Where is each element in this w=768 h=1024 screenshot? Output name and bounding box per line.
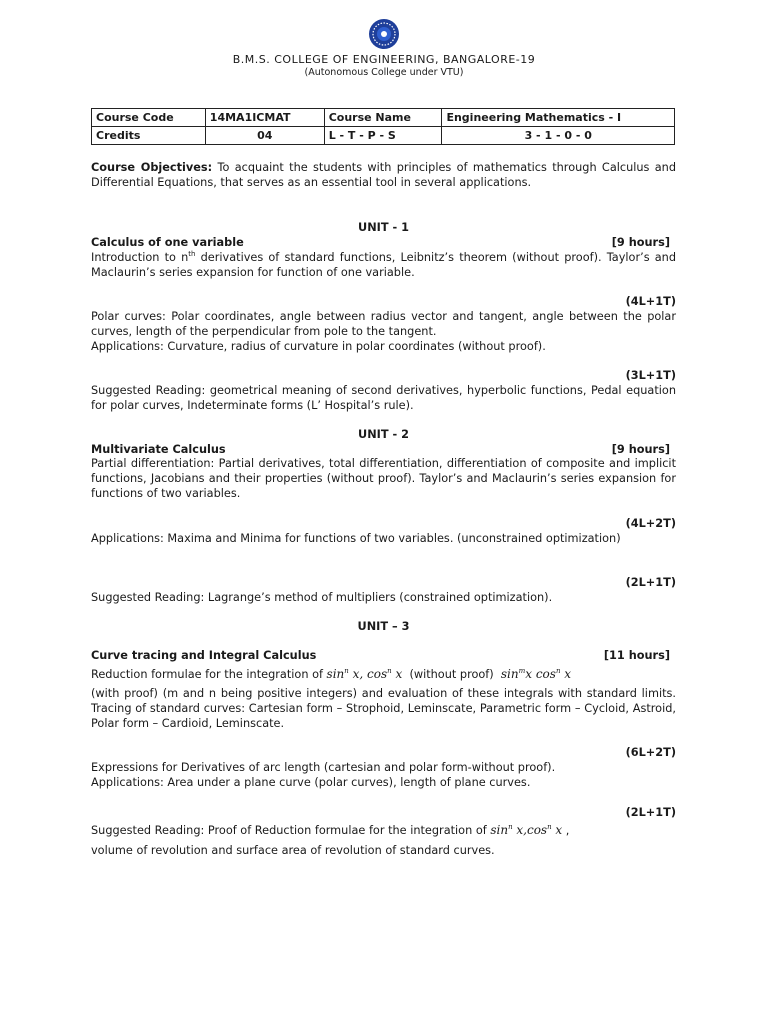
ltps-label: L - T - P - S: [324, 127, 442, 145]
superscript: n: [508, 823, 513, 831]
text: Reduction formulae for the integration of: [91, 668, 327, 681]
superscript: n: [547, 823, 552, 831]
superscript: n: [387, 667, 392, 675]
objectives-label: Course Objectives:: [91, 161, 213, 174]
table-row: [92, 127, 675, 145]
math-fn: sin: [326, 667, 345, 681]
unit2-suggested-reading: Suggested Reading: Lagrange’s method of multipliers (constrained optimization).: [91, 591, 553, 604]
math-var: x: [560, 667, 572, 681]
superscript: m: [518, 667, 526, 675]
course-code-label: Course Code: [92, 109, 206, 127]
college-name: B.M.S. COLLEGE OF ENGINEERING, BANGALORE-19: [232, 53, 536, 66]
text: Suggested Reading: Proof of Reduction formulae for the integration of: [91, 824, 491, 837]
math-var: x: [551, 823, 563, 837]
unit3-hours: [11 hours]: [603, 649, 670, 662]
unit2-allocation-2: (2L+1T): [625, 576, 676, 589]
unit1-paragraph-1: [91, 250, 676, 280]
unit3-heading: UNIT – 3: [357, 620, 410, 633]
unit2-title: Multivariate Calculus: [91, 443, 226, 456]
course-objectives: [91, 160, 676, 190]
unit2-hours: [9 hours]: [611, 443, 670, 456]
unit1-title: Calculus of one variable: [91, 236, 244, 249]
course-name-value: Engineering Mathematics - I: [442, 109, 675, 127]
math-expression: [327, 667, 403, 681]
math-fn: sin: [490, 823, 509, 837]
unit1-allocation-2: (3L+1T): [625, 369, 676, 382]
text: Introduction to n: [91, 251, 189, 264]
college-subtitle: (Autonomous College under VTU): [304, 67, 464, 78]
unit2-allocation-1: (4L+2T): [625, 517, 676, 530]
unit1-heading: UNIT - 1: [358, 221, 409, 234]
unit3-suggested-reading-line2: volume of revolution and surface area of revolution of standard curves.: [91, 844, 495, 857]
unit1-paragraph-3: Applications: Curvature, radius of curvature in polar coordinates (without proof).: [91, 340, 546, 353]
unit1-paragraph-2: Polar curves: Polar coordinates, angle between radius vector and tangent, angle between the polar curves, length of the perpendicular from pole to the tangent.: [91, 310, 676, 338]
unit2-paragraph-2: Applications: Maxima and Minima for functions of two variables. (unconstrained optimization): [91, 532, 621, 545]
unit3-title-row: [91, 648, 676, 663]
unit2-paragraph-1: Partial differentiation: Partial derivatives, total differentiation, differentiation of composite and implicit functions, Jacobians and their properties (without proof). Taylor’s and Maclaurin’s series expansion for functions of two variables.: [91, 457, 676, 500]
math-fn: cos: [367, 667, 388, 681]
unit3-paragraph-1-line1: [91, 667, 676, 682]
table-row: [92, 109, 675, 127]
text: (without proof): [409, 668, 494, 681]
course-info-table: [91, 108, 675, 145]
unit3-paragraph-1-rest: (with proof) (m and n being positive integers) and evaluation of these integrals with standard limits. Tracing of standard curves: Cartesian form – Strophoid, Leminscate, Parametric form – Cycloid, Astroid, Polar form – Cardioid, Leminscate.: [91, 687, 676, 730]
unit3-title: Curve tracing and Integral Calculus: [91, 649, 317, 662]
text: ,: [562, 824, 570, 837]
course-name-label: Course Name: [324, 109, 442, 127]
math-var: x cos: [525, 667, 556, 681]
ltps-value: 3 - 1 - 0 - 0: [442, 127, 675, 145]
math-var: x,: [348, 667, 364, 681]
math-expression: [501, 667, 571, 681]
unit3-paragraph-2: Expressions for Derivatives of arc length (cartesian and polar form-without proof).: [91, 761, 556, 774]
credits-label: Credits: [92, 127, 206, 145]
math-var: x,cos: [512, 823, 548, 837]
unit3-paragraph-3: Applications: Area under a plane curve (polar curves), length of plane curves.: [91, 776, 531, 789]
unit1-allocation-1: (4L+1T): [625, 295, 676, 308]
unit3-allocation-2: (2L+1T): [625, 806, 676, 819]
unit1-suggested-reading: Suggested Reading: geometrical meaning of second derivatives, hyperbolic functions, Pedal equation for polar curves, Indeterminate forms (L’ Hospital’s rule).: [91, 384, 676, 412]
objectives-text: To acquaint the students with principles of mathematics through Calculus and Differential Equations, that serves as an essential tool in several applications.: [91, 161, 677, 189]
college-logo-icon: [368, 18, 400, 50]
superscript: th: [188, 250, 196, 259]
course-code-value: 14MA1ICMAT: [205, 109, 324, 127]
unit1-hours: [9 hours]: [611, 236, 670, 249]
unit1-title-row: [91, 235, 676, 250]
math-fn: sin: [500, 667, 519, 681]
math-expression: [490, 823, 562, 837]
superscript: n: [555, 667, 561, 675]
unit2-title-row: [91, 442, 676, 457]
math-var: x: [391, 667, 403, 681]
text: derivatives of standard functions, Leibnitz’s theorem (without proof). Taylor’s and Maclaurin’s series expansion for function of one variable.: [91, 251, 677, 279]
superscript: n: [344, 667, 349, 675]
unit2-heading: UNIT - 2: [358, 428, 409, 441]
credits-value: 04: [205, 127, 324, 145]
unit3-suggested-reading-line1: [91, 823, 676, 838]
unit3-allocation-1: (6L+2T): [625, 746, 676, 759]
